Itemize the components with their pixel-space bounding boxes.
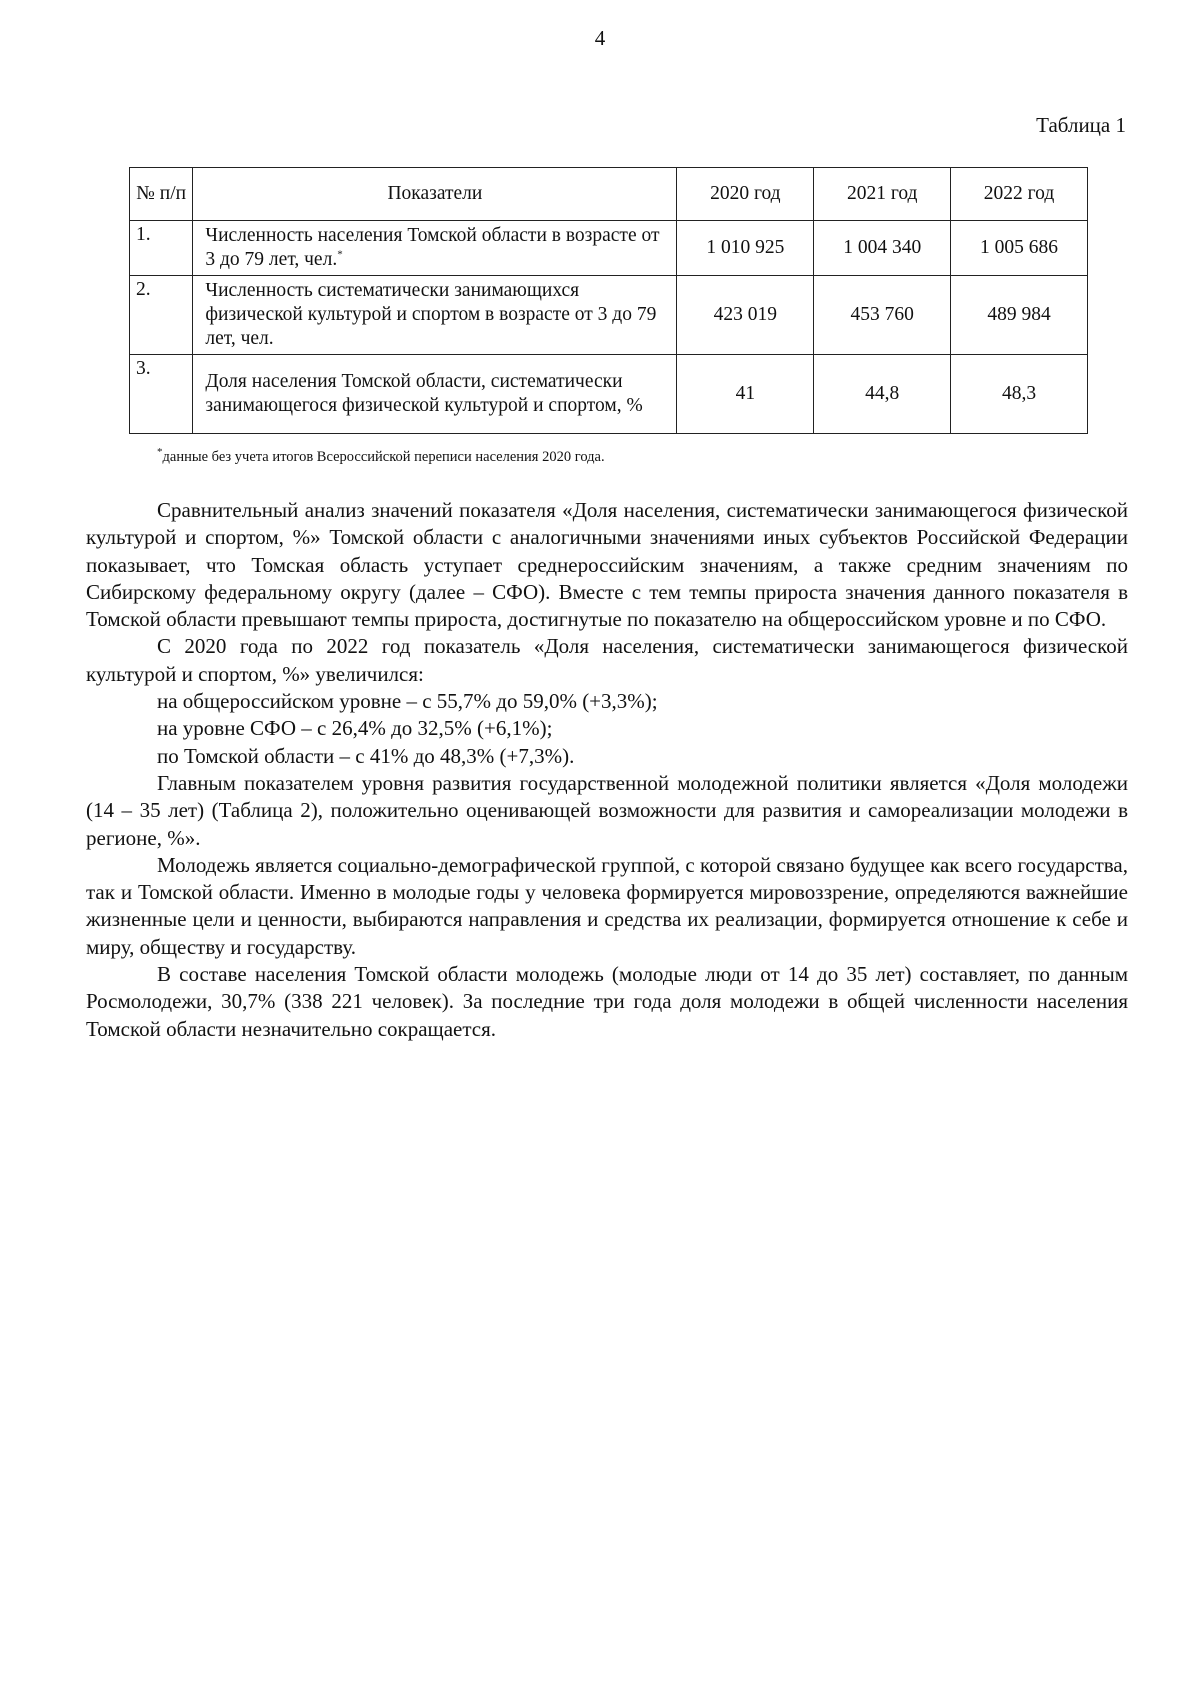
list-item-russia: на общероссийском уровне – с 55,7% до 59,0% (+3,3%); <box>157 689 658 714</box>
row-num: 2. <box>130 276 193 355</box>
paragraph-youth-group: Молодежь является социально-демографической группой, с которой связано будущее как всего государства, так и Томской области. Именно в молодые годы у человека формируется мировоззрение, определяются важнейшие жизненные цели и ценности, выбираются направления и средства их реализации, формируется отношение к себе и миру, обществу и государству. <box>86 852 1128 959</box>
list-item-tomsk: по Томской области – с 41% до 48,3% (+7,3%). <box>157 743 575 768</box>
row-value-2022: 48,3 <box>951 355 1088 434</box>
row-value-2020: 1 010 925 <box>677 221 814 276</box>
header-num: № п/п <box>130 168 193 221</box>
header-indicator: Показатели <box>193 168 677 221</box>
table-row <box>130 276 1088 355</box>
row-value-2020: 41 <box>677 355 814 434</box>
page-number: 4 <box>594 26 606 50</box>
row-num: 1. <box>130 221 193 276</box>
indicators-table <box>129 167 1088 434</box>
row-indicator <box>193 221 677 276</box>
row-value-2021: 44,8 <box>814 355 951 434</box>
row-value-2022: 489 984 <box>951 276 1088 355</box>
row-value-2021: 1 004 340 <box>814 221 951 276</box>
table-header-row <box>130 168 1088 221</box>
paragraph-comparison: Сравнительный анализ значений показателя «Доля населения, систематически занимающегося физической культурой и спортом, %» Томской области с аналогичными значениями иных субъектов Российской Федерации показывает, что Томская область уступает среднероссийским значениям, а также средним значениям по Сибирскому федеральному округу (далее – СФО). Вместе с тем темпы прироста значения данного показателя в Томской области превышают темпы прироста, достигнутые по показателю на общероссийском уровне и по СФО. <box>86 498 1128 632</box>
paragraph-growth-intro: С 2020 года по 2022 год показатель «Доля населения, систематически занимающегося физической культурой и спортом, %» увеличился: <box>86 634 1128 686</box>
header-year-2021: 2021 год <box>814 168 951 221</box>
paragraph-youth-indicator: Главным показателем уровня развития государственной молодежной политики является «Доля молодежи (14 – 35 лет) (Таблица 2), положительно оценивающей возможности для развития и самореализации молодежи в регионе, %». <box>86 770 1128 850</box>
footnote-mark: * <box>337 248 343 261</box>
row-num: 3. <box>130 355 193 434</box>
header-year-2022: 2022 год <box>951 168 1088 221</box>
body-text <box>86 497 1128 1043</box>
list-item-sfo: на уровне СФО – с 26,4% до 32,5% (+6,1%); <box>157 716 553 741</box>
row-value-2022: 1 005 686 <box>951 221 1088 276</box>
paragraph-youth-share: В составе населения Томской области молодежь (молодые люди от 14 до 35 лет) составляет, по данным Росмолодежи, 30,7% (338 221 человек). За последние три года доля молодежи в общей численности населения Томской области незначительно сокращается. <box>86 962 1128 1041</box>
row-indicator: Численность систематически занимающихся физической культурой и спортом в возрасте от 3 до 79 лет, чел. <box>193 276 677 355</box>
row-value-2020: 423 019 <box>677 276 814 355</box>
row-value-2021: 453 760 <box>814 276 951 355</box>
table-row <box>130 221 1088 276</box>
header-year-2020: 2020 год <box>677 168 814 221</box>
table-row <box>130 355 1088 434</box>
row-indicator-text: Численность населения Томской области в возрасте от 3 до 79 лет, чел. <box>205 225 660 270</box>
table-footnote <box>157 446 605 466</box>
table-caption: Таблица 1 <box>1036 113 1126 137</box>
footnote-text: данные без учета итогов Всероссийской переписи населения 2020 года. <box>162 449 605 465</box>
row-indicator: Доля населения Томской области, систематически занимающегося физической культурой и спортом, % <box>193 355 677 434</box>
footnote-mark: * <box>157 446 163 459</box>
